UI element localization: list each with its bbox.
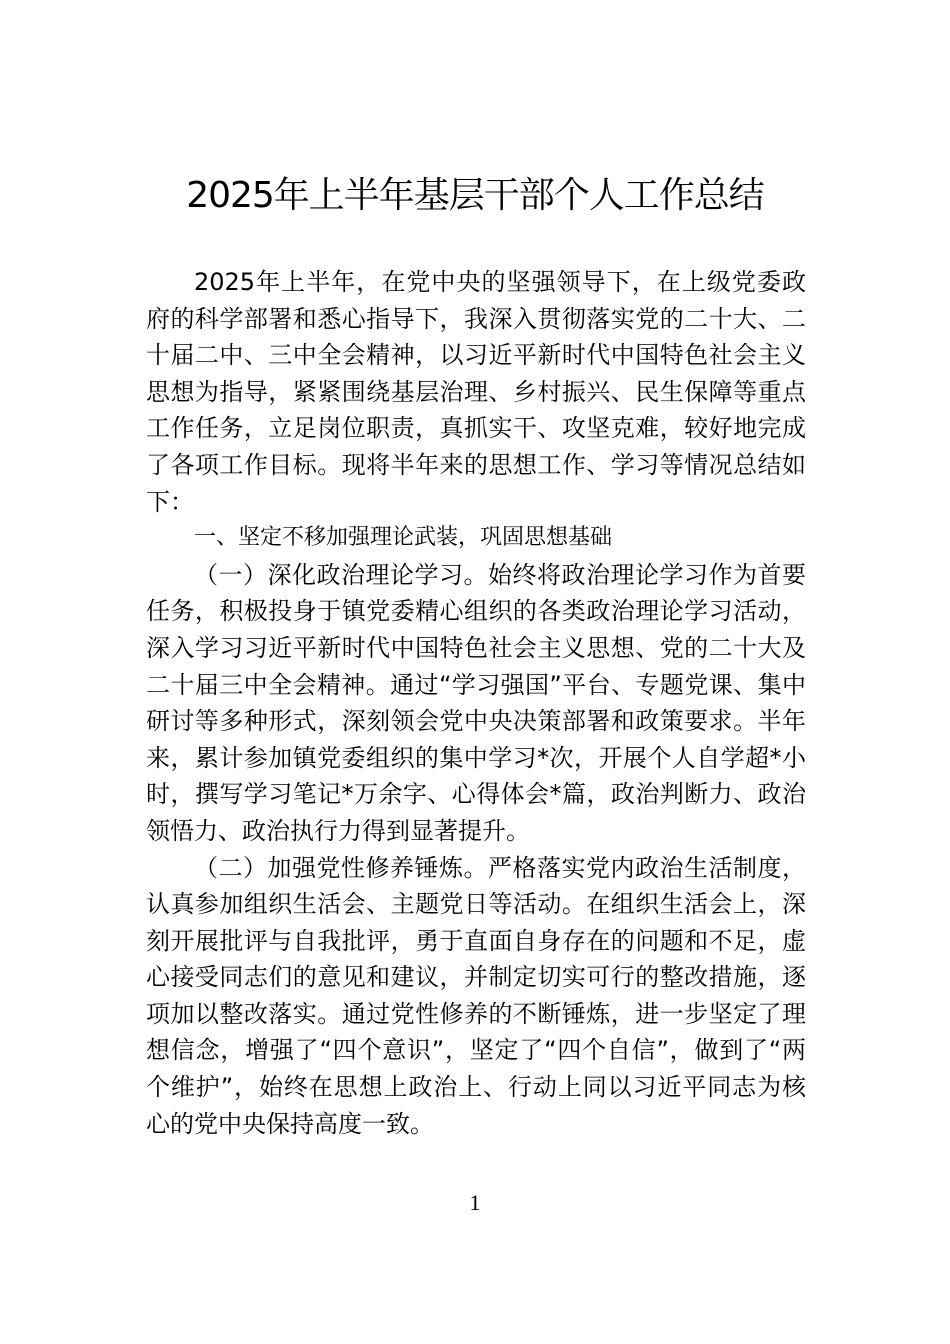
- intro-paragraph: 2025年上半年，在党中央的坚强领导下，在上级党委政府的科学部署和悉心指导下，我深入贯彻落实党的二十大、二十届二中、三中全会精神，以习近平新时代中国特色社会主义思想为指导，紧紧围绕基层治理、乡村振兴、民生保障等重点工作任务，立足岗位职责，真抓实干、攻坚克难，较好地完成了各项工作目标。现将半年来的思想工作、学习等情况总结如下：: [146, 268, 806, 516]
- section-heading-1: 一、坚定不移加强理论武装，巩固思想基础: [194, 525, 613, 551]
- subsection-1-paragraph: （一）深化政治理论学习。始终将政治理论学习作为首要任务，积极投身于镇党委精心组织的各类政治理论学习活动，深入学习习近平新时代中国特色社会主义思想、党的二十大及二十届三中全会精神。通过“学习强国”平台、专题党课、集中研讨等多种形式，深刻领会党中央决策部署和政策要求。半年来，累计参加镇党委组织的集中学习*次，开展个人自学超*小时，撰写学习笔记*万余字、心得体会*篇，政治判断力、政治领悟力、政治执行力得到显著提升。: [146, 560, 806, 845]
- page-number: 1: [469, 1190, 481, 1215]
- document-body: [146, 264, 806, 1142]
- subsection-2-paragraph: （二）加强党性修养锤炼。严格落实党内政治生活制度，认真参加组织生活会、主题党日等活动。在组织生活会上，深刻开展批评与自我批评，勇于直面自身存在的问题和不足，虚心接受同志们的意见和建议，并制定切实可行的整改措施，逐项加以整改落实。通过党性修养的不断锤炼，进一步坚定了理想信念，增强了“四个意识”，坚定了“四个自信”，做到了“两个维护”，始终在思想上政治上、行动上同以习近平同志为核心的党中央保持高度一致。: [146, 853, 806, 1138]
- document-title: 2025年上半年基层干部个人工作总结: [186, 175, 764, 216]
